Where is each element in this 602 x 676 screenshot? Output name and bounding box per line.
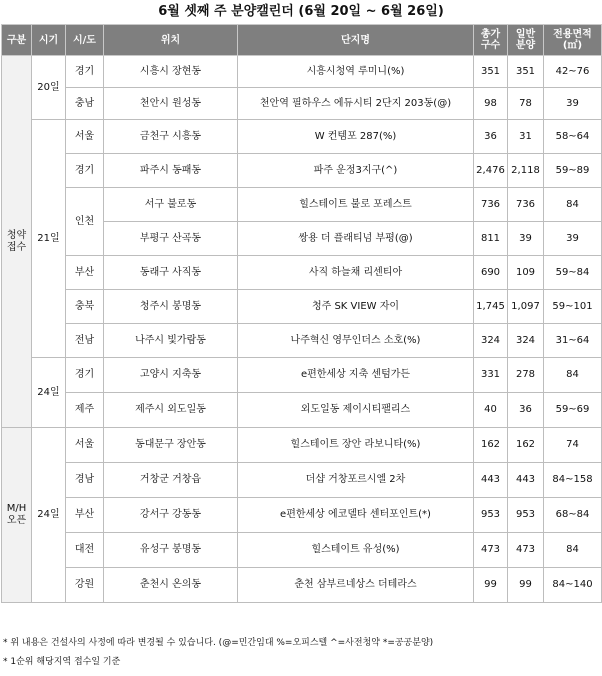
region-cell: 부산 <box>66 256 104 290</box>
location-cell: 시흥시 장현동 <box>104 56 238 88</box>
table-row <box>2 428 602 463</box>
area-cell: 59~84 <box>544 256 602 290</box>
footnotes <box>3 636 599 674</box>
location-cell: 동대문구 장안동 <box>104 428 238 463</box>
date-cell: 24일 <box>32 358 66 428</box>
region-cell: 서울 <box>66 120 104 154</box>
general-cell: 953 <box>508 498 544 533</box>
table-row <box>2 393 602 428</box>
region-cell: 대전 <box>66 533 104 568</box>
date-cell: 21일 <box>32 120 66 358</box>
total-cell: 324 <box>474 324 508 358</box>
complex-cell: 쌍용 더 플래티넘 부평(@) <box>238 222 474 256</box>
general-cell: 736 <box>508 188 544 222</box>
table-row <box>2 256 602 290</box>
total-cell: 1,745 <box>474 290 508 324</box>
area-cell: 74 <box>544 428 602 463</box>
footnote-basis: * 1순위 해당지역 접수일 기준 <box>3 657 121 667</box>
complex-cell: 힐스테이트 불로 포레스트 <box>238 188 474 222</box>
total-cell: 443 <box>474 463 508 498</box>
general-cell: 473 <box>508 533 544 568</box>
general-cell: 31 <box>508 120 544 154</box>
complex-cell: 춘천 삼부르네상스 더테라스 <box>238 568 474 603</box>
region-cell: 경기 <box>66 358 104 393</box>
complex-cell: 시흥시청역 루미니(%) <box>238 56 474 88</box>
complex-cell: 사직 하늘채 리센티아 <box>238 256 474 290</box>
region-cell: 전남 <box>66 324 104 358</box>
total-cell: 690 <box>474 256 508 290</box>
complex-cell: 더샵 거창포르시엘 2차 <box>238 463 474 498</box>
complex-cell: 청주 SK VIEW 자이 <box>238 290 474 324</box>
region-cell: 강원 <box>66 568 104 603</box>
date-cell: 20일 <box>32 56 66 120</box>
complex-cell: 파주 운정3지구(^) <box>238 154 474 188</box>
location-cell: 유성구 봉명동 <box>104 533 238 568</box>
area-cell: 84 <box>544 533 602 568</box>
complex-cell: 천안역 필하우스 에듀시티 2단지 203동(@) <box>238 88 474 120</box>
location-cell: 천안시 원성동 <box>104 88 238 120</box>
general-cell: 39 <box>508 222 544 256</box>
general-cell: 78 <box>508 88 544 120</box>
area-cell: 59~69 <box>544 393 602 428</box>
complex-cell: e편한세상 지축 센텀가든 <box>238 358 474 393</box>
complex-cell: 힐스테이트 장안 라보니타(%) <box>238 428 474 463</box>
area-cell: 59~101 <box>544 290 602 324</box>
location-cell: 나주시 빛가람동 <box>104 324 238 358</box>
general-cell: 1,097 <box>508 290 544 324</box>
total-cell: 162 <box>474 428 508 463</box>
location-cell: 금천구 시흥동 <box>104 120 238 154</box>
calendar-title: 6월 셋째 주 분양캘린더 (6월 20일 ~ 6월 26일) <box>158 4 444 19</box>
area-cell: 84~158 <box>544 463 602 498</box>
complex-cell: 나주혁신 영무인더스 소호(%) <box>238 324 474 358</box>
total-cell: 40 <box>474 393 508 428</box>
table-row <box>2 154 602 188</box>
region-cell: 인천 <box>66 188 104 256</box>
header-sigi: 시기 <box>32 25 66 56</box>
total-cell: 331 <box>474 358 508 393</box>
header-total-units: 총가 구수 <box>474 25 508 56</box>
header-general-units: 일반 분양 <box>508 25 544 56</box>
table-row <box>2 498 602 533</box>
location-cell: 청주시 봉명동 <box>104 290 238 324</box>
sales-calendar-table <box>1 24 602 603</box>
complex-cell: W 컨템포 287(%) <box>238 120 474 154</box>
location-cell: 강서구 강동동 <box>104 498 238 533</box>
total-cell: 736 <box>474 188 508 222</box>
area-cell: 39 <box>544 222 602 256</box>
region-cell: 부산 <box>66 498 104 533</box>
area-cell: 31~64 <box>544 324 602 358</box>
header-row <box>2 25 602 56</box>
area-cell: 84 <box>544 358 602 393</box>
area-cell: 42~76 <box>544 56 602 88</box>
complex-cell: e편한세상 에코델타 센터포인트(*) <box>238 498 474 533</box>
location-cell: 제주시 외도일동 <box>104 393 238 428</box>
table-row <box>2 88 602 120</box>
table-row <box>2 120 602 154</box>
total-cell: 99 <box>474 568 508 603</box>
total-cell: 953 <box>474 498 508 533</box>
complex-cell: 외도일동 제이시티팰리스 <box>238 393 474 428</box>
location-cell: 동래구 사직동 <box>104 256 238 290</box>
group-cheongyak: 청약 접수 <box>2 56 32 428</box>
area-cell: 58~64 <box>544 120 602 154</box>
group-mh: M/H 오픈 <box>2 428 32 603</box>
header-gubun: 구분 <box>2 25 32 56</box>
table-row <box>2 56 602 88</box>
complex-cell: 힐스테이트 유성(%) <box>238 533 474 568</box>
total-cell: 98 <box>474 88 508 120</box>
table-row <box>2 188 602 222</box>
general-cell: 109 <box>508 256 544 290</box>
general-cell: 99 <box>508 568 544 603</box>
region-cell: 경기 <box>66 56 104 88</box>
general-cell: 36 <box>508 393 544 428</box>
location-cell: 서구 불로동 <box>104 188 238 222</box>
total-cell: 2,476 <box>474 154 508 188</box>
header-sido: 시/도 <box>66 25 104 56</box>
location-cell: 고양시 지축동 <box>104 358 238 393</box>
region-cell: 경남 <box>66 463 104 498</box>
date-cell: 24일 <box>32 428 66 603</box>
general-cell: 278 <box>508 358 544 393</box>
table-row <box>2 533 602 568</box>
general-cell: 324 <box>508 324 544 358</box>
table-row <box>2 358 602 393</box>
footnote-legend: * 위 내용은 건설사의 사정에 따라 변경될 수 있습니다. (@=민간임대 %=오피스텔 ^=사전청약 *=공공분양) <box>3 638 434 648</box>
total-cell: 473 <box>474 533 508 568</box>
region-cell: 충남 <box>66 88 104 120</box>
region-cell: 서울 <box>66 428 104 463</box>
general-cell: 162 <box>508 428 544 463</box>
header-complex: 단지명 <box>238 25 474 56</box>
table-row <box>2 324 602 358</box>
region-cell: 경기 <box>66 154 104 188</box>
area-cell: 84~140 <box>544 568 602 603</box>
area-cell: 84 <box>544 188 602 222</box>
general-cell: 443 <box>508 463 544 498</box>
region-cell: 제주 <box>66 393 104 428</box>
table-row <box>2 463 602 498</box>
total-cell: 351 <box>474 56 508 88</box>
location-cell: 춘천시 온의동 <box>104 568 238 603</box>
location-cell: 부평구 산곡동 <box>104 222 238 256</box>
header-location: 위치 <box>104 25 238 56</box>
general-cell: 2,118 <box>508 154 544 188</box>
table-row <box>2 290 602 324</box>
total-cell: 36 <box>474 120 508 154</box>
area-cell: 39 <box>544 88 602 120</box>
total-cell: 811 <box>474 222 508 256</box>
area-cell: 59~89 <box>544 154 602 188</box>
header-area: 전용면적 (㎡) <box>544 25 602 56</box>
region-cell: 충북 <box>66 290 104 324</box>
area-cell: 68~84 <box>544 498 602 533</box>
location-cell: 거창군 거창읍 <box>104 463 238 498</box>
table-row <box>2 568 602 603</box>
general-cell: 351 <box>508 56 544 88</box>
location-cell: 파주시 동패동 <box>104 154 238 188</box>
